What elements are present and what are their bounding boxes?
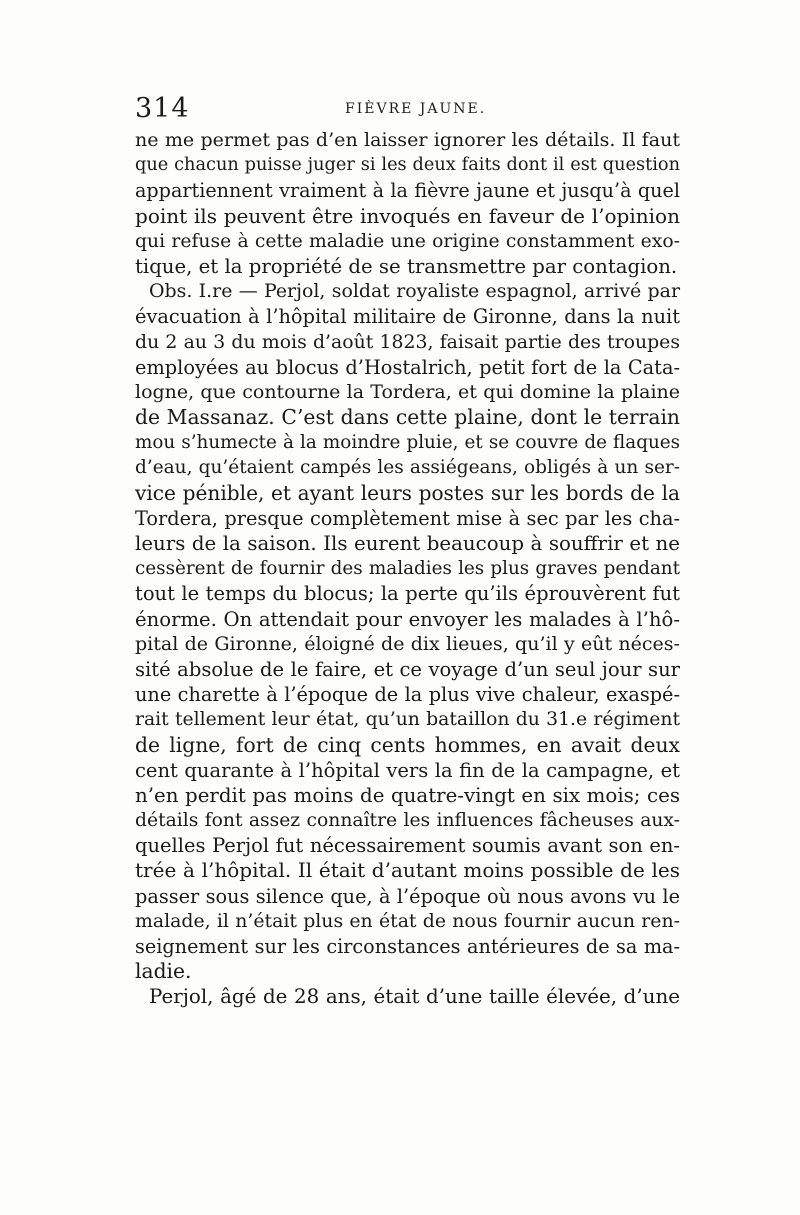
text-line: n’en perdit pas moins de quatre-vingt en six mois; ces: [135, 783, 680, 807]
text-line: passer sous silence que, à l’époque où nous avons vu le: [135, 884, 680, 908]
text-line: de Massanaz. C’est dans cette plaine, dont le terrain: [135, 405, 680, 430]
text-line: mou s’humecte à la moindre pluie, et se couvre de flaques: [135, 432, 680, 454]
text-line: cessèrent de fournir des maladies les plus graves pendant: [135, 558, 680, 580]
text-line: malade, il n’était plus en état de nous fournir aucun ren-: [135, 909, 680, 932]
text-line: rait tellement leur état, qu’un bataillon du 31.e régiment: [135, 709, 680, 731]
text-line: tique, et la propriété de se transmettre par contagion.: [135, 254, 678, 278]
text-line: sité absolue de le faire, et ce voyage d’un seul jour sur: [135, 657, 680, 681]
text-line: appartiennent vraiment à la fièvre jaune et jusqu’à quel: [135, 179, 680, 203]
text-line: d’eau, qu’étaient campés les assiégeans, obligés à un ser-: [135, 457, 680, 479]
body-text: [135, 128, 680, 1010]
text-line: pital de Gironne, éloigné de dix lieues, qu’il y eût néces-: [135, 632, 680, 655]
text-line: leurs de la saison. Ils eurent beaucoup à souffrir et ne: [135, 532, 680, 555]
text-line: détails font assez connaître les influences fâcheuses aux-: [135, 810, 680, 832]
text-line: que chacun puisse juger si les deux faits dont il est question: [135, 155, 680, 176]
text-line: cent quarante à l’hôpital vers la fin de la campagne, et: [135, 758, 680, 782]
text-line: trée à l’hôpital. Il était d’autant moins possible de les: [135, 858, 680, 883]
text-line: Perjol, âgé de 28 ans, était d’une taille élevée, d’une: [149, 985, 680, 1009]
text-line: logne, que contourne la Tordera, et qui domine la plaine: [135, 380, 680, 403]
text-line: Tordera, presque complètement mise à sec par les cha-: [135, 506, 680, 530]
text-line: point ils peuvent être invoqués en faveur de l’opinion: [135, 203, 680, 228]
running-title: FIÈVRE JAUNE.: [345, 101, 487, 117]
text-line: ne me permet pas d’en laisser ignorer les détails. Il faut: [135, 129, 680, 151]
text-line: quelles Perjol fut nécessairement soumis avant son en-: [135, 834, 680, 858]
text-line: une charette à l’époque de la plus vive chaleur, exaspé-: [135, 683, 680, 707]
text-line: Obs. I.re — Perjol, soldat royaliste espagnol, arrivé par: [149, 280, 680, 303]
text-line: du 2 au 3 du mois d’août 1823, faisait partie des troupes: [135, 331, 680, 353]
text-line: vice pénible, et ayant leurs postes sur les bords de la: [135, 480, 680, 505]
page-number: 314: [135, 93, 190, 124]
text-line: évacuation à l’hôpital militaire de Gironne, dans la nuit: [135, 305, 680, 329]
page-header: [135, 93, 675, 127]
text-line: de ligne, fort de cinq cents hommes, en avait deux: [135, 732, 680, 757]
text-line: employées au blocus d’Hostalrich, petit fort de la Cata-: [135, 355, 680, 379]
text-line: énorme. On attendait pour envoyer les malades à l’hô-: [135, 607, 680, 631]
text-line: ladie.: [135, 959, 192, 984]
text-line: qui refuse à cette maladie une origine constamment exo-: [135, 230, 680, 252]
text-line: tout le temps du blocus; la perte qu’ils éprouvèrent fut: [135, 582, 680, 606]
text-line: seignement sur les circonstances antérieures de sa ma-: [135, 935, 680, 958]
